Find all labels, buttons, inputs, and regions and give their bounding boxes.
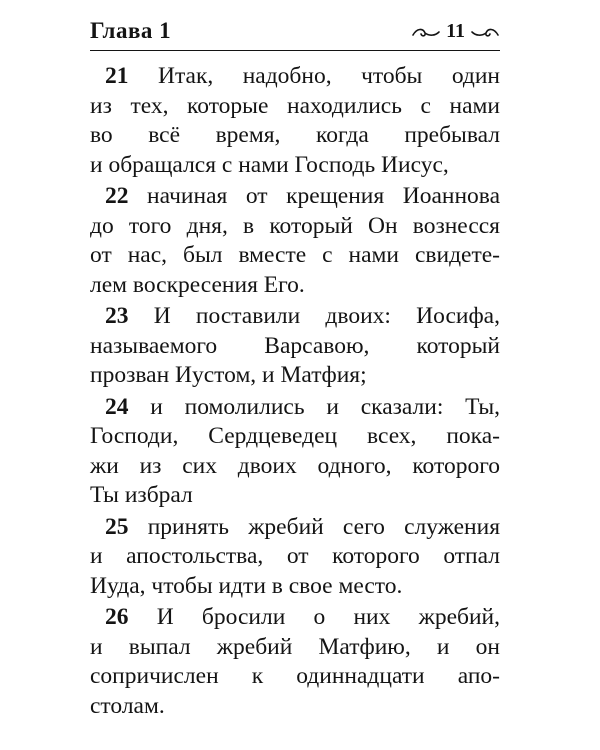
verse-line xyxy=(90,271,500,301)
verse-number: 23 xyxy=(105,303,129,330)
verse-25 xyxy=(90,513,500,602)
verse-line xyxy=(90,121,500,151)
verse-line-text: столам. xyxy=(90,692,165,719)
verse-line-text: Иуда, чтобы идти в свое место. xyxy=(90,572,403,599)
verse-line xyxy=(90,542,500,572)
page-number-block xyxy=(411,20,500,43)
verse-number: 24 xyxy=(105,393,129,420)
verse-number: 25 xyxy=(105,513,129,540)
verse-line xyxy=(90,393,500,423)
verse-line xyxy=(90,302,500,332)
verse-line-text: называемого Варсавою, который xyxy=(90,332,500,359)
verse-line xyxy=(90,332,500,362)
verse-line-text: Господи, Сердцеведец всех, пока- xyxy=(90,423,500,450)
verse-line xyxy=(90,481,500,511)
verse-line xyxy=(90,361,500,391)
verse-23 xyxy=(90,302,500,391)
verse-line-text: жи из сих двоих одного, которого xyxy=(90,452,500,479)
verse-line xyxy=(90,422,500,452)
verse-line xyxy=(90,151,500,181)
verse-number: 21 xyxy=(105,63,129,89)
verse-line-text: Ты избрал xyxy=(90,482,193,509)
verse-line xyxy=(90,513,500,543)
verse-line xyxy=(90,182,500,212)
verse-line xyxy=(90,603,500,633)
verse-26 xyxy=(90,603,500,721)
verse-line xyxy=(90,212,500,242)
chapter-label: Глава 1 xyxy=(90,18,172,43)
running-header xyxy=(90,16,500,50)
page-number: 11 xyxy=(446,20,465,42)
verse-line-text: и апостольства, от которого отпал xyxy=(90,543,500,570)
verse-line-text: и обращался с нами Господь Иисус, xyxy=(90,151,449,178)
left-flourish-icon xyxy=(411,24,441,40)
verse-line-text: Итак, надобно, чтобы один xyxy=(157,63,501,89)
verse-line xyxy=(90,452,500,482)
verse-number: 22 xyxy=(105,183,129,210)
verse-line-text: от нас, был вместе с нами свидете- xyxy=(90,242,500,269)
verse-line-text: и выпал жребий Матфию, и он xyxy=(90,633,500,660)
verse-line-text: до того дня, в который Он вознесся xyxy=(90,212,500,239)
verse-line-text: и помолились и сказали: Ты, xyxy=(150,393,501,420)
verse-line xyxy=(90,662,500,692)
verse-line-text: во всё время, когда пребывал xyxy=(90,122,500,149)
verse-22 xyxy=(90,182,500,300)
header-rule xyxy=(90,50,500,51)
verse-line xyxy=(90,62,500,92)
verse-21 xyxy=(90,62,500,180)
verse-line xyxy=(90,241,500,271)
verse-line xyxy=(90,92,500,122)
verse-text xyxy=(90,62,500,723)
verse-line-text: И бросили о них жребий, xyxy=(156,604,500,631)
verse-24 xyxy=(90,393,500,511)
verse-line-text: И поставили двоих: Иосифа, xyxy=(153,303,500,330)
verse-line-text: принять жребий сего служения xyxy=(147,513,501,540)
verse-line xyxy=(90,633,500,663)
verse-line xyxy=(90,572,500,602)
verse-line-text: начиная от крещения Иоаннова xyxy=(147,183,501,210)
verse-line-text: лем воскресения Его. xyxy=(90,271,305,298)
verse-number: 26 xyxy=(105,604,129,631)
verse-line-text: сопричислен к одиннадцати апо- xyxy=(90,663,500,690)
verse-line xyxy=(90,692,500,722)
book-page xyxy=(90,16,500,736)
verse-line-text: прозван Иустом, и Матфия; xyxy=(90,362,367,389)
verse-line-text: из тех, которые находились с нами xyxy=(90,92,500,119)
right-flourish-icon xyxy=(470,24,500,40)
